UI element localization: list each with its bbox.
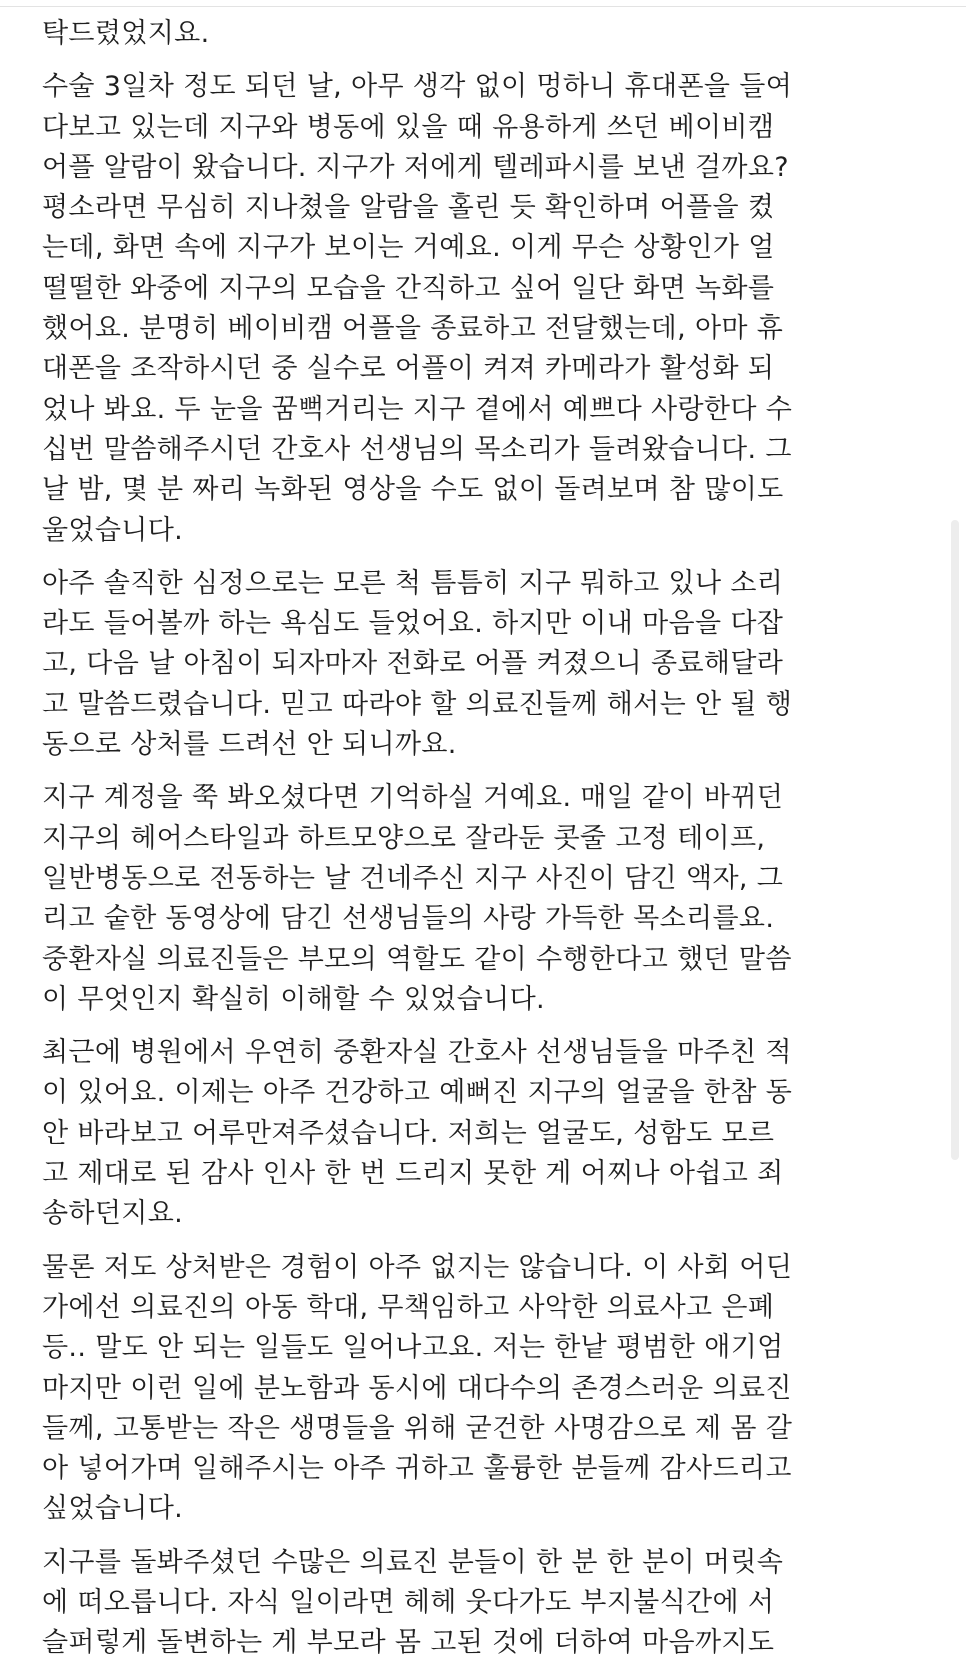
text-line: 수술 3일차 정도 되던 날, 아무 생각 없이 멍하니 휴대폰을 들여 <box>42 71 793 103</box>
text-line: 평소라면 무심히 지나쳤을 알람을 홀린 듯 확인하며 어플을 켰 <box>42 192 775 224</box>
text-line: 지구 계정을 쭉 봐오셨다면 기억하실 거예요. 매일 같이 바뀌던 <box>42 782 784 814</box>
paragraph <box>42 564 922 765</box>
text-line: 고 말씀드렸습니다. 믿고 따라야 할 의료진들께 해서는 안 될 행 <box>42 688 793 720</box>
text-line: 지구를 돌봐주셨던 수많은 의료진 분들이 한 분 한 분이 머릿속 <box>42 1546 784 1578</box>
text-line: 탁드렸었지요. <box>42 18 210 49</box>
text-line: 라도 들어볼까 하는 욕심도 들었어요. 하지만 이내 마음을 다잡 <box>42 608 784 640</box>
paragraph <box>42 67 922 551</box>
paragraph <box>42 14 922 54</box>
text-line: 송하던지요. <box>42 1198 184 1230</box>
text-line: 중환자실 의료진들은 부모의 역할도 같이 수행한다고 했던 말씀 <box>42 943 792 975</box>
text-line: 최근에 병원에서 우연히 중환자실 간호사 선생님들을 마주친 적 <box>42 1037 792 1069</box>
text-line: 고 제대로 된 감사 인사 한 번 드리지 못한 게 어찌나 아쉽고 죄 <box>42 1158 784 1190</box>
paragraph <box>42 1033 922 1234</box>
paragraph <box>42 1543 922 1664</box>
text-line: 슬퍼렇게 돌변하는 게 부모라 몸 고된 것에 더하여 마음까지도 <box>42 1627 775 1659</box>
text-line: 아 넣어가며 일해주시는 아주 귀하고 훌륭한 분들께 감사드리고 <box>42 1453 792 1485</box>
text-line: 아주 솔직한 심정으로는 모른 척 틈틈히 지구 뭐하고 있나 소리 <box>42 567 784 599</box>
text-line: 고, 다음 날 아침이 되자마자 전화로 어플 켜졌으니 종료해달라 <box>42 648 784 680</box>
text-line: 었나 봐요. 두 눈을 꿈뻑거리는 지구 곁에서 예쁘다 사랑한다 수 <box>42 393 793 425</box>
text-line: 날 밤, 몇 분 짜리 녹화된 영상을 수도 없이 돌려보며 참 많이도 <box>42 474 784 506</box>
text-line: 들께, 고통받는 작은 생명들을 위해 굳건한 사명감으로 제 몸 갈 <box>42 1412 793 1444</box>
text-line: 동으로 상처를 드려선 안 되니까요. <box>42 729 457 761</box>
text-line: 어플 알람이 왔습니다. 지구가 저에게 텔레파시를 보낸 걸까요? <box>42 151 789 183</box>
text-line: 대폰을 조작하시던 중 실수로 어플이 켜져 카메라가 활성화 되 <box>42 353 775 385</box>
text-line: 등.. 말도 안 되는 일들도 일어나고요. 저는 한낱 평범한 애기엄 <box>42 1332 784 1364</box>
text-line: 안 바라보고 어루만져주셨습니다. 저희는 얼굴도, 성함도 모르 <box>42 1117 775 1149</box>
text-line: 물론 저도 상처받은 경험이 아주 없지는 않습니다. 이 사회 어딘 <box>42 1251 793 1283</box>
post-body-text <box>42 14 922 1677</box>
text-line: 마지만 이런 일에 분노함과 동시에 대다수의 존경스러운 의료진 <box>42 1372 792 1404</box>
text-line: 다보고 있는데 지구와 병동에 있을 때 유용하게 쓰던 베이비캠 <box>42 111 775 143</box>
paragraph <box>42 778 922 1020</box>
text-line: 는데, 화면 속에 지구가 보이는 거예요. 이게 무슨 상황인가 얼 <box>42 232 775 264</box>
text-line: 리고 숱한 동영상에 담긴 선생님들의 사랑 가득한 목소리를요. <box>42 903 775 935</box>
top-divider <box>0 0 966 7</box>
text-line: 지구의 헤어스타일과 하트모양으로 잘라둔 콧줄 고정 테이프, <box>42 822 766 854</box>
text-line: 십번 말씀해주시던 간호사 선생님의 목소리가 들려왔습니다. 그 <box>42 433 792 465</box>
text-line: 울었습니다. <box>42 514 184 546</box>
text-line: 일반병동으로 전동하는 날 건네주신 지구 사진이 담긴 액자, 그 <box>42 862 784 894</box>
paragraph <box>42 1248 922 1530</box>
text-line: 싶었습니다. <box>42 1493 184 1525</box>
scrollbar[interactable] <box>951 520 959 1160</box>
text-line: 떨떨한 와중에 지구의 모습을 간직하고 싶어 일단 화면 녹화를 <box>42 272 775 304</box>
text-line: 했어요. 분명히 베이비캠 어플을 종료하고 전달했는데, 아마 휴 <box>42 313 784 345</box>
text-line: 이 무엇인지 확실히 이해할 수 있었습니다. <box>42 983 545 1015</box>
text-line: 에 떠오릅니다. 자식 일이라면 헤헤 웃다가도 부지불식간에 서 <box>42 1586 775 1618</box>
text-line: 이 있어요. 이제는 아주 건강하고 예뻐진 지구의 얼굴을 한참 동 <box>42 1077 793 1109</box>
text-line: 가에선 의료진의 아동 학대, 무책임하고 사악한 의료사고 은폐 <box>42 1291 775 1323</box>
